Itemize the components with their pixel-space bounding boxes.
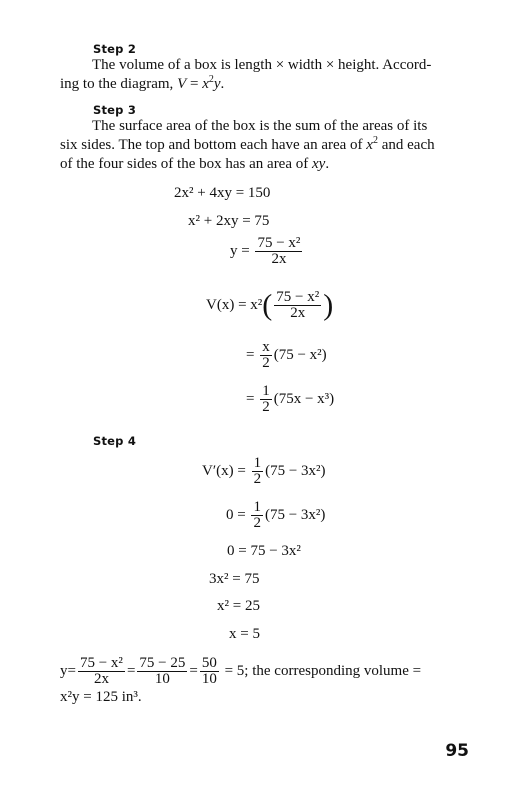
page-number: 95	[445, 741, 469, 761]
equation-simplified	[188, 212, 269, 230]
equation-step-4-5: x² = 25	[217, 598, 260, 614]
equation-step-4-4: 3x² = 75	[209, 571, 260, 587]
step-2-line-2: ing to the diagram, $V = x^2y$.	[60, 74, 225, 92]
step-3-line-3: of the four sides of the box has an area of xy.	[60, 156, 330, 172]
fraction: $\frac{1}{2}$	[262, 383, 270, 415]
equation-step-4-3: 0 = 75 − 3x²	[227, 543, 301, 559]
equation-lhs: x² + 2xy	[188, 213, 239, 229]
step-2-text	[60, 56, 472, 94]
equation-rhs: = 75	[242, 213, 270, 229]
step-3-line-1: The surface area of the box is the sum of the areas of its	[92, 118, 428, 134]
fraction: $\frac{x}{2}$	[262, 339, 270, 371]
equation-rhs: = 150	[235, 185, 271, 201]
fraction: $\frac{1}{2}$	[253, 455, 262, 487]
equation-volume-function: V(x) = x²( $\frac{\text{75 − x²}}{2x}$ )	[206, 288, 334, 322]
step-4-label: Step 4	[93, 434, 137, 448]
fraction: $\frac{\text{75 − x²}}{2x}$	[276, 289, 320, 321]
step-2-label: Step 2	[93, 42, 137, 56]
equation-volume-step-1: = $\frac{x}{2}$ (75 − x²)	[246, 339, 327, 371]
step-2-line-1: The volume of a box is length × width × height. Accord-	[92, 57, 432, 73]
step-3-line-2: six sides. The top and bottom each have an area of $x^2$ and each	[60, 135, 435, 153]
fraction: $\frac{1}{2}$	[253, 499, 261, 531]
equation-derivative-zero: 0 = $\frac{1}{2}$ (75 − 3x²)	[226, 499, 326, 531]
fraction: $\frac{75 - 25}{10}$	[139, 655, 186, 687]
equation-step-4-6: x = 5	[229, 626, 260, 642]
equation-lhs: y =	[230, 242, 250, 259]
equation-lhs: 2x² + 4xy	[174, 185, 232, 201]
equation-volume-step-2: = $\frac{1}{2}$ (75x − x³)	[246, 383, 335, 415]
fraction: $\frac{\text{75 − x²}}{2x}$	[257, 235, 301, 267]
fraction: $\frac{50}{10}$	[201, 655, 217, 687]
equation-lhs: V(x) = x²	[206, 296, 263, 313]
final-volume: x²y = 125 in³.	[60, 689, 142, 705]
equation-surface-area	[174, 184, 270, 202]
final-y-computation: y= $\frac{\text{75 − x²}}{2x}$ = $\frac{75 - 25}{10}$ = $\frac{50}{10}$ = 5; the corresponding volume =	[60, 655, 422, 687]
equation-derivative: V′(x) = $\frac{1}{2}$ (75 − 3x²)	[202, 455, 326, 487]
equation-y-solved	[230, 236, 304, 267]
step-3-label: Step 3	[93, 103, 137, 117]
step-3-text	[60, 117, 472, 174]
fraction: $\frac{\text{75 − x²}}{2x}$	[79, 655, 123, 687]
